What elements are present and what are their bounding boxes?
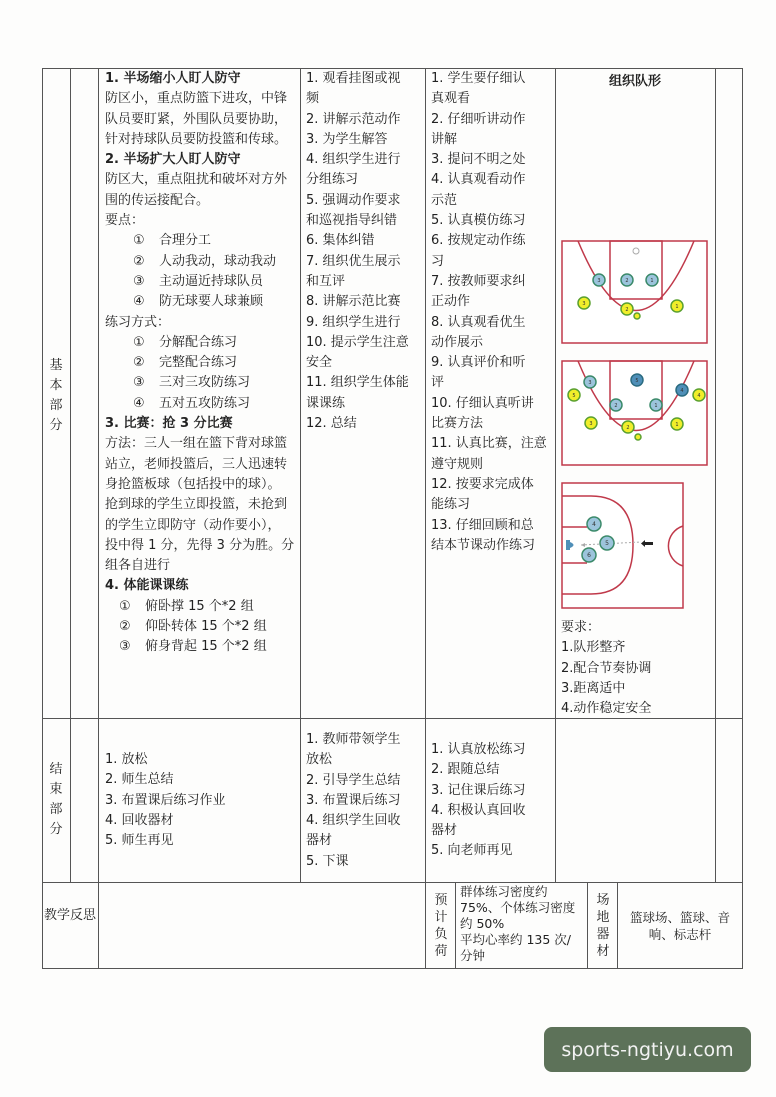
fitness-item: ② 仰卧转体 15 个*2 组 [119, 619, 267, 635]
formation-diagram-3 [561, 482, 685, 613]
practice-item: ③ 三对三攻防练习 [133, 375, 251, 391]
end-student-item: 4. 积极认真回收 [431, 802, 526, 818]
venue-label-right-divider [617, 882, 618, 969]
item2-line: 围的传运接配合。 [105, 192, 210, 208]
end-teacher-item: 放松 [306, 752, 333, 768]
teacher-activity-line: 频 [306, 91, 320, 107]
svg-text:5: 5 [572, 393, 576, 399]
student-activity-line: 2. 仔细听讲动作 [431, 111, 526, 127]
practice-item: ② 完整配合练习 [133, 355, 238, 371]
student-activity-line: 习 [431, 253, 445, 269]
student-activity-line: 11. 认真比赛，注意 [431, 436, 547, 452]
svg-text:4: 4 [680, 388, 684, 394]
load-label: 预计负荷 [434, 893, 448, 959]
teacher-activity-line: 2. 讲解示范动作 [306, 111, 401, 127]
organization-requirements [561, 618, 711, 719]
item3-line: 站立，老师投篮后，三人迅速转 [105, 456, 288, 472]
col-divider-4 [425, 68, 426, 969]
fitness-item: ③ 俯身背起 15 个*2 组 [119, 639, 267, 655]
item1-line: 防区小，重点防篮下进攻，中锋 [105, 91, 288, 107]
load-label-divider [455, 882, 456, 969]
student-activity-line: 8. 认真观看优生 [431, 314, 526, 330]
end-content-item: 2. 师生总结 [105, 772, 174, 788]
teacher-activity-line: 3. 为学生解答 [306, 131, 388, 147]
student-activity-line: 能练习 [431, 497, 471, 513]
svg-text:2: 2 [614, 403, 618, 409]
student-activity-line: 4. 认真观看动作 [431, 172, 526, 188]
item1-line: 队员要盯紧，外围队员要协助， [105, 111, 288, 127]
col-divider-3 [300, 68, 301, 882]
key-point: ③ 主动逼近持球队员 [133, 273, 264, 289]
svg-text:5: 5 [605, 540, 609, 547]
svg-text:4: 4 [592, 521, 596, 528]
half-court-5v5-diagram [561, 360, 708, 466]
student-activity-line: 9. 认真评价和听 [431, 355, 526, 371]
student-activity-line: 讲解 [431, 131, 458, 147]
item3-line: 身抢篮板球（包括投中的球）。 [105, 476, 281, 492]
basic-content [105, 69, 300, 658]
venue-values [620, 909, 740, 943]
svg-text:2: 2 [626, 425, 630, 431]
item3-line: 方法：三人一组在篮下背对球篮 [105, 436, 288, 452]
teacher-activity-line: 7. 组织优生展示 [306, 253, 401, 269]
row-divider-end-reflection [42, 882, 742, 883]
student-activity-line: 7. 按教师要求纠 [431, 273, 526, 289]
end-teacher-item: 3. 布置课后练习 [306, 792, 401, 808]
end-teacher-item: 器材 [306, 833, 333, 849]
end-content-item: 3. 布置课后练习作业 [105, 792, 226, 808]
teacher-activity-line: 分组练习 [306, 172, 359, 188]
end-student-item: 5. 向老师再见 [431, 843, 513, 859]
end-content-item: 1. 放松 [105, 752, 148, 767]
load-line: 约 50% [460, 916, 505, 931]
end-teacher [306, 730, 424, 872]
section-label-reflection: 教学反思 [43, 908, 96, 923]
fitness-item: ① 俯卧撑 15 个*2 组 [119, 598, 254, 614]
load-line: 分钟 [460, 948, 486, 963]
svg-text:6: 6 [587, 552, 591, 559]
key-points-label: 要点： [105, 213, 145, 229]
load-line: 平均心率约 135 次/ [460, 932, 572, 947]
end-student-item: 器材 [431, 823, 458, 839]
watermark-badge: sports-ngtiyu.com [544, 1027, 751, 1072]
item3-line: 投中得 1 分，先得 3 分为胜。分 [105, 537, 295, 553]
practice-item: ④ 五对五攻防练习 [133, 395, 251, 411]
teacher-activity-line: 1. 观看挂图或视 [306, 71, 401, 86]
end-content-item: 5. 师生再见 [105, 833, 174, 849]
student-activity-line: 真观看 [431, 91, 471, 107]
svg-text:1: 1 [650, 278, 654, 284]
item1-title: 1. 半场缩小人盯人防守 [105, 71, 241, 86]
table-bottom-border [42, 968, 742, 969]
student-activity-line: 3. 提问不明之处 [431, 152, 526, 168]
item2-line: 防区大，重点阻扰和破坏对方外 [105, 172, 288, 188]
student-activity-line: 评 [431, 375, 445, 391]
svg-text:3: 3 [588, 380, 592, 386]
student-activity-line: 1. 学生要仔细认 [431, 71, 526, 86]
teacher-activity-line: 和巡视指导纠错 [306, 213, 398, 229]
key-point: ① 合理分工 [133, 233, 212, 249]
requirement-item: 1.队形整齐 [561, 640, 626, 656]
student-activity-line: 13. 仔细回顾和总 [431, 517, 534, 533]
end-teacher-item: 5. 下课 [306, 853, 349, 869]
item3-line: 抢到球的学生立即投篮，未抢到 [105, 497, 288, 513]
teacher-activity-line: 10. 提示学生注意 [306, 334, 409, 350]
teacher-activity-line: 6. 集体纠错 [306, 233, 375, 249]
teacher-activity-line: 11. 组织学生体能 [306, 375, 409, 391]
col-divider-2 [98, 68, 99, 969]
end-content-item: 4. 回收器材 [105, 812, 174, 828]
svg-text:4: 4 [697, 393, 701, 399]
svg-text:2: 2 [625, 278, 629, 284]
formation-diagram-1 [561, 240, 708, 348]
section-label-end: 结束部分 [49, 762, 63, 837]
item2-title: 2. 半场扩大人盯人防守 [105, 152, 241, 168]
end-student [431, 740, 553, 862]
teacher-activity-line: 4. 组织学生进行 [306, 152, 401, 168]
student-activity-line: 比赛方法 [431, 416, 484, 432]
item3-title: 3. 比赛：抢 3 分比赛 [105, 416, 233, 432]
key-point: ④ 防无球要人球兼顾 [133, 294, 264, 310]
student-activities [431, 69, 553, 556]
requirements-label: 要求： [561, 620, 601, 635]
venue-label-left-divider [587, 882, 588, 969]
table-left-border [42, 68, 43, 969]
end-teacher-item: 1. 教师带领学生 [306, 732, 401, 747]
formation-diagram-2 [561, 360, 708, 470]
end-teacher-item: 2. 引导学生总结 [306, 772, 401, 788]
svg-text:1: 1 [675, 422, 679, 428]
col-divider-6 [715, 68, 716, 882]
practice-item: ① 分解配合练习 [133, 334, 238, 350]
practice-label: 练习方式： [105, 314, 171, 330]
teacher-activity-line: 8. 讲解示范比赛 [306, 294, 401, 310]
teacher-activity-line: 课课练 [306, 395, 346, 411]
end-content [105, 750, 300, 851]
teacher-activity-line: 安全 [306, 355, 333, 371]
section-label-basic: 基本部分 [49, 358, 63, 433]
student-activity-line: 动作展示 [431, 334, 484, 350]
key-point: ② 人动我动，球动我动 [133, 253, 277, 269]
student-activity-line: 12. 按要求完成体 [431, 476, 534, 492]
svg-text:2: 2 [625, 307, 629, 313]
student-activity-line: 遵守规则 [431, 456, 484, 472]
svg-text:3: 3 [589, 421, 593, 427]
teacher-activity-line: 5. 强调动作要求 [306, 192, 401, 208]
student-activity-line: 结本节课动作练习 [431, 537, 536, 553]
student-activity-line: 5. 认真模仿练习 [431, 213, 526, 229]
requirement-item: 4.动作稳定安全 [561, 701, 652, 717]
item1-line: 针对持球队员要防投篮和传球。 [105, 131, 288, 147]
col-divider-5 [555, 68, 556, 882]
venue-line: 篮球场、篮球、音 [629, 910, 730, 925]
table-right-border [742, 68, 743, 969]
end-student-item: 2. 跟随总结 [431, 762, 500, 778]
student-activity-line: 正动作 [431, 294, 471, 310]
rebound-drill-diagram [561, 482, 685, 609]
student-activity-line: 6. 按规定动作练 [431, 233, 526, 249]
requirement-item: 3.距离适中 [561, 680, 626, 696]
teacher-activities [306, 69, 424, 434]
item3-line: 组各自进行 [105, 558, 171, 574]
load-values [460, 884, 586, 964]
student-activity-line: 10. 仔细认真听讲 [431, 395, 534, 411]
svg-text:3: 3 [582, 301, 586, 307]
teacher-activity-line: 9. 组织学生进行 [306, 314, 401, 330]
svg-text:1: 1 [654, 403, 658, 409]
teacher-activity-line: 12. 总结 [306, 416, 357, 432]
item3-line: 的学生立即防守（动作要小）， [105, 517, 281, 533]
requirement-item: 2.配合节奏协调 [561, 660, 652, 676]
load-line: 群体练习密度约 [460, 884, 548, 899]
half-court-3v3-diagram [561, 240, 708, 344]
end-student-item: 3. 记住课后练习 [431, 782, 526, 798]
item4-title: 4. 体能课课练 [105, 578, 189, 594]
svg-text:1: 1 [675, 304, 679, 310]
load-line: 75%、个体练习密度 [460, 900, 576, 915]
svg-text:5: 5 [635, 378, 639, 384]
organization-title: 组织队形 [608, 74, 661, 89]
end-student-item: 1. 认真放松练习 [431, 742, 526, 757]
svg-text:3: 3 [597, 278, 601, 284]
student-activity-line: 示范 [431, 192, 458, 208]
venue-line: 响、标志杆 [648, 927, 712, 942]
col-divider-1 [70, 68, 71, 882]
end-teacher-item: 4. 组织学生回收 [306, 813, 401, 829]
teacher-activity-line: 和互评 [306, 273, 346, 289]
venue-label: 场地器材 [596, 893, 610, 959]
